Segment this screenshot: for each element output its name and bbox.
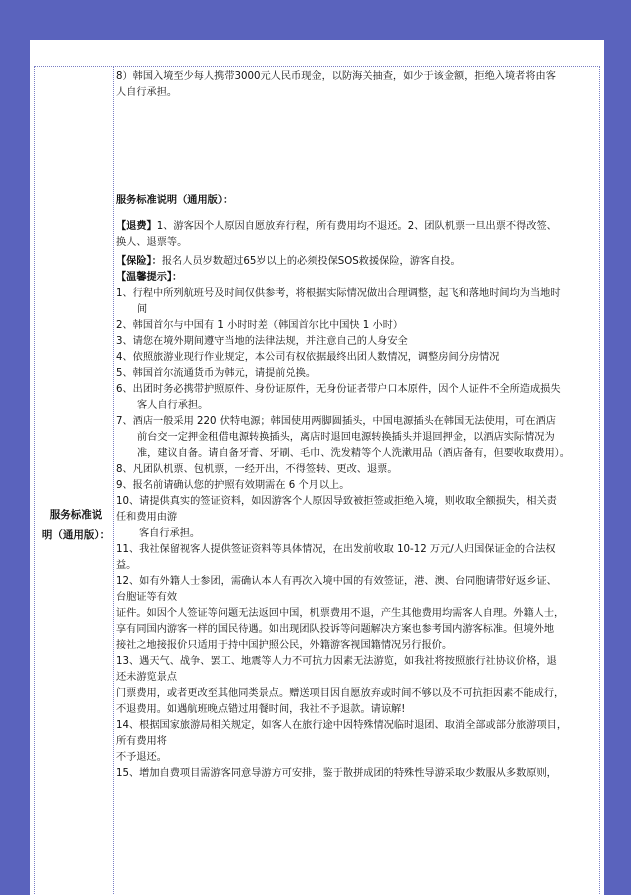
tip-line: 台胞证等有效 [116, 592, 178, 603]
tip-line: 客自行承担。 [139, 528, 201, 539]
tip-line: 益。 [116, 560, 137, 571]
insurance-paragraph [116, 254, 600, 270]
row-label [41, 505, 111, 545]
tip-line: 准，建议自备。请自备牙膏、牙刷、毛巾、洗发精等个人洗漱用品（酒店备有，但要收取费用）。 [137, 448, 570, 459]
section-title: 服务标准说明（通用版）： [116, 195, 234, 206]
tip-line: 不予退还。 [116, 752, 167, 763]
tip-line: 4、依照旅游业现行作业规定，本公司有权依据最终出团人数情况，调整房间分房情况 [116, 352, 500, 363]
tip-line: 13、遇天气、战争、罢工、地震等人力不可抗力因素无法游览，如我社将按照旅行社协议价格，退 [116, 656, 557, 667]
tip-line: 15、增加自费项目需游客同意导游方可安排，鉴于散拼成团的特殊性导游采取少数服从多数原则， [116, 768, 557, 779]
tip-line: 不退费用。如遇航班晚点错过用餐时间，我社不予退款。请谅解! [116, 704, 406, 715]
document-page [30, 40, 604, 895]
tip-line: 还未游览景点 [116, 672, 178, 683]
insurance-title: 【保险】： [116, 256, 162, 267]
tip-line: 7、酒店一般采用 220 伏特电源；韩国使用两脚圆插头，中国电源插头在韩国无法使用，可在酒店 [116, 416, 556, 427]
tip-line: 10、请提供真实的签证资料，如因游客个人原因导致被拒签或拒绝入境，则收取全额损失，相关责 [116, 496, 557, 507]
row-label-line-1: 服务标准说 [49, 509, 103, 521]
tip-line: 享有同国内游客一样的国民待遇。如出现团队投诉等问题解决方案也参考国内游客标准。但境外地 [116, 624, 555, 635]
tip-line: 所有费用将 [116, 736, 167, 747]
tip-line: 前台交一定押金租借电源转换插头，离店时退回电源转换插头并退回押金，以酒店实际情况为 [137, 432, 555, 443]
tip-line: 间 [137, 304, 148, 315]
row-label-line-2: 明（通用版）： [41, 529, 111, 541]
tips-title: 【温馨提示】： [116, 272, 183, 283]
tip-line: 任和费用由游 [116, 512, 178, 523]
tip-line: 门票费用，或者更改至其他同类景点。赠送项目因自愿放弃或时间不够以及不可抗拒因素不能成行， [116, 688, 565, 699]
item8-line: 人自行承担。 [116, 87, 178, 98]
tip-line: 客人自行承担。 [137, 400, 209, 411]
tip-line: 1、行程中所列航班号及时间仅供参考，将根据实际情况做出合理调整，起飞和落地时间均为当地时 [116, 288, 561, 299]
tip-line: 8、凡团队机票、包机票，一经开出，不得签转、更改、退票。 [116, 464, 398, 475]
tip-line: 11、我社保留视客人提供签证资料等具体情况，在出发前收取 10-12 万元/人归国保证金的合法权 [116, 544, 556, 555]
tip-line: 6、出团时务必携带护照原件、身份证原件，无身份证者带户口本原件，因个人证件不全所造成损失 [116, 384, 561, 395]
insurance-text: 报名人员岁数超过65岁以上的必须投保SOS救援保险，游客自投。 [161, 256, 461, 267]
refund-line-1: 1、游客因个人原因自愿放弃行程，所有费用均不退还。2、团队机票一旦出票不得改签、 [156, 221, 557, 232]
row-content [116, 69, 600, 782]
service-table [34, 66, 600, 895]
tip-line: 接社之地接报价只适用于持中国护照公民，外籍游客视国籍情况另行报价。 [116, 640, 453, 651]
column-divider [113, 67, 114, 895]
tip-line: 证件。如因个人签证等问题无法返回中国，机票费用不退，产生其他费用均需客人自理。外籍人士， [116, 608, 565, 619]
tip-line: 5、韩国首尔流通货币为韩元，请提前兑换。 [116, 368, 317, 379]
refund-line-2: 换人、退票等。 [116, 237, 188, 248]
tip-line: 3、请您在境外期间遵守当地的法律法规，并注意自己的人身安全 [116, 336, 408, 347]
refund-paragraph [116, 219, 600, 235]
tip-line: 9、报名前请确认您的护照有效期需在 6 个月以上。 [116, 480, 350, 491]
tip-line: 2、韩国首尔与中国有 1 小时时差（韩国首尔比中国快 1 小时） [116, 320, 404, 331]
refund-title: 【退费】 [116, 221, 157, 232]
item8-line: 8）韩国入境至少每人携带3000元人民币现金，以防海关抽查，如少于该金额，拒绝入境者将由客 [116, 71, 556, 82]
tip-line: 12、如有外籍人士参团，需确认本人有再次入境中国的有效签证，港、澳、台同胞请带好返乡证、 [116, 576, 557, 587]
tip-line: 14、根据国家旅游局相关规定，如客人在旅行途中因特殊情况临时退团、取消全部或部分旅游项目， [116, 720, 568, 731]
